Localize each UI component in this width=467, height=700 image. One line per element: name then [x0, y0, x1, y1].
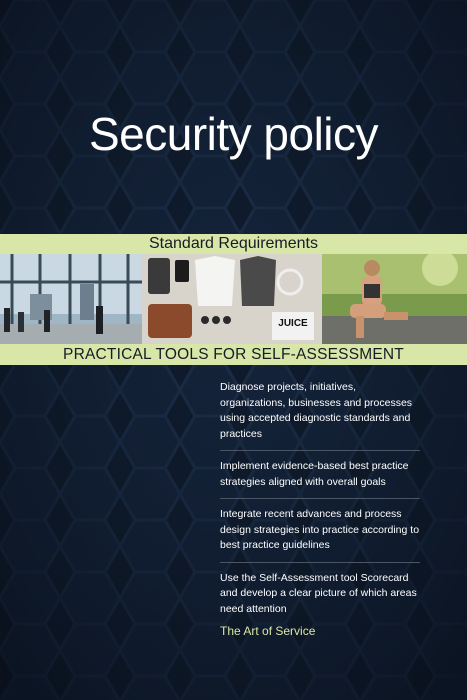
office-people-photo	[0, 254, 142, 344]
tagline-band: PRACTICAL TOOLS FOR SELF-ASSESSMENT	[0, 344, 467, 365]
bullet-item: Integrate recent advances and process design strategies into practice according to best practice guidelines	[220, 507, 420, 563]
bullet-item: Use the Self-Assessment tool Scorecard and develop a clear picture of which areas need attention	[220, 571, 417, 615]
photo-strip	[0, 254, 467, 344]
juice-label: JUICE	[278, 318, 308, 329]
subtitle-band: Standard Requirements	[0, 234, 467, 254]
book-title: Security policy	[88, 108, 379, 160]
runner-photo	[322, 254, 467, 344]
bullet-list	[220, 380, 420, 633]
flatlay-clothes-photo	[142, 254, 322, 344]
bullet-item: Diagnose projects, initiatives, organizations, businesses and processes using accepted diagnostic standards and practices	[220, 380, 420, 451]
bullet-item: Implement evidence-based best practice strategies aligned with overall goals	[220, 459, 420, 499]
publisher-name: The Art of Service	[220, 624, 316, 638]
